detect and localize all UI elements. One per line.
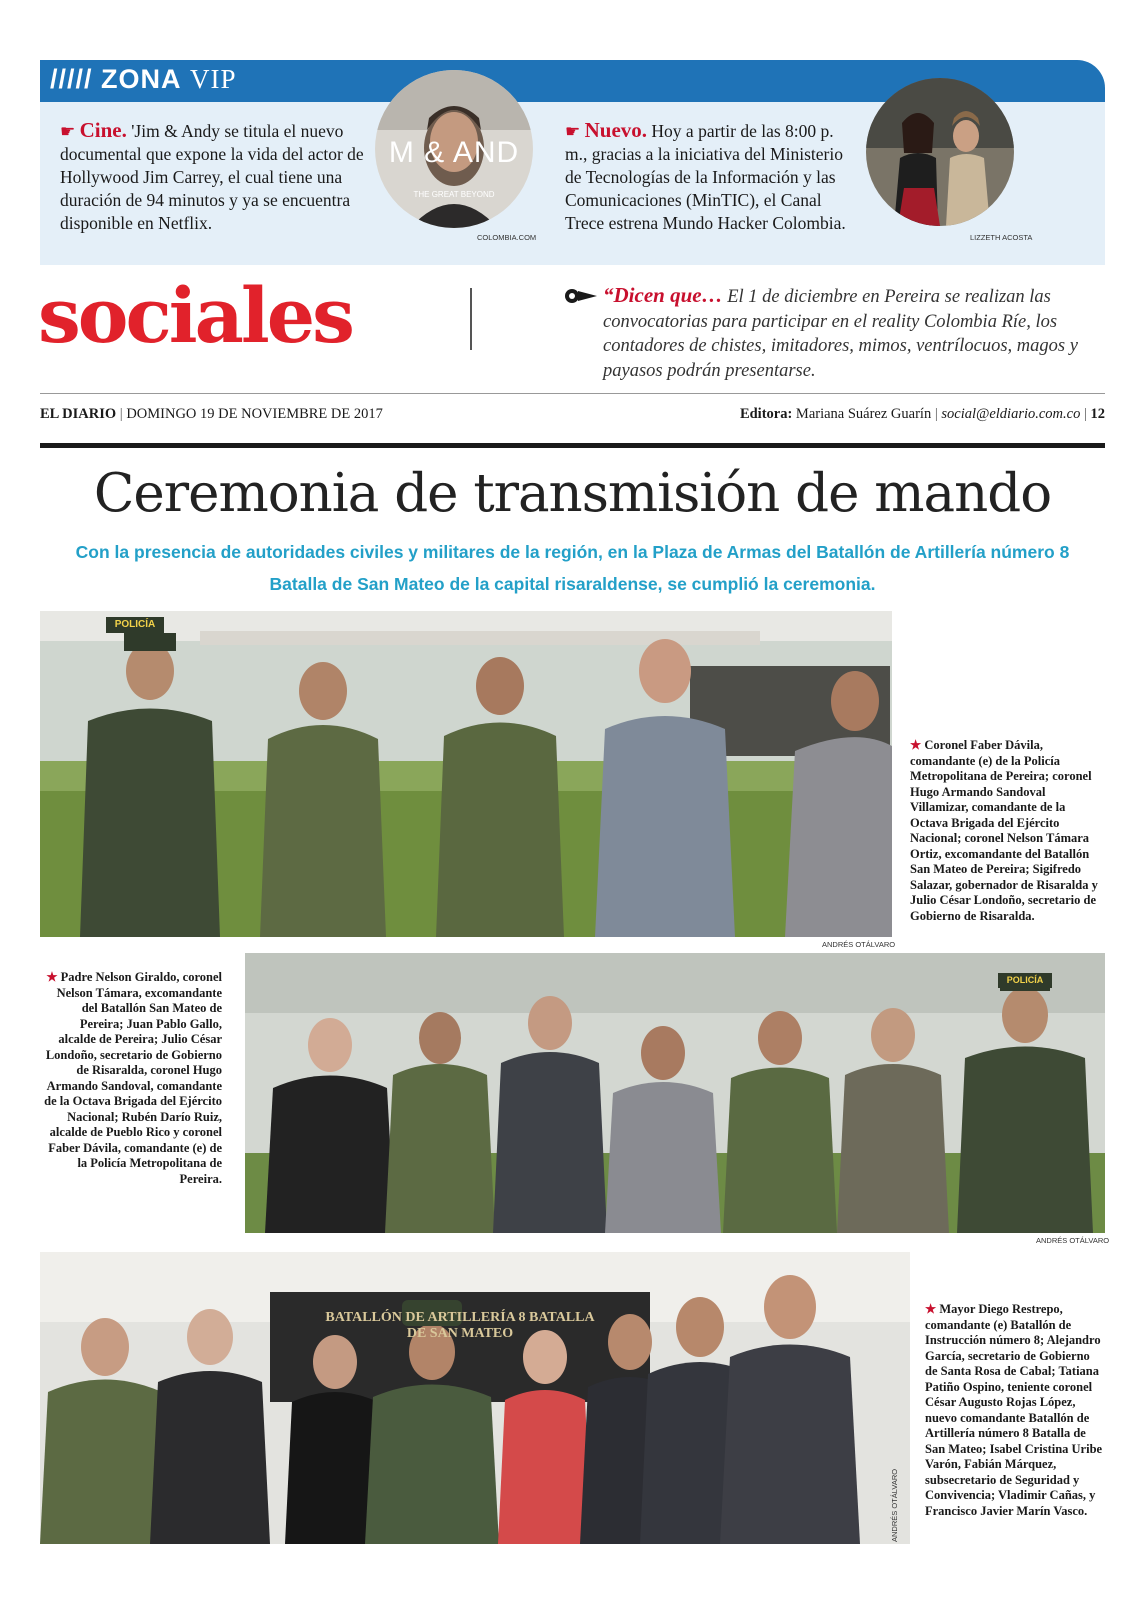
cine-photo-subtitle: THE GREAT BEYOND [413,190,495,199]
header-rule [40,393,1105,394]
article-headline: Ceremonia de transmisión de mando [93,463,1052,524]
photo-1-caption: ★ Coronel Faber Dávila, comandante (e) de la Policía Metropolitana de Pereira; coronel Hugo Armando Sandoval Villamizar, comandante de la Octava Brigada del Ejército Nacional; coronel Nelson Támara Ortiz, excomandante del Batallón San Mateo de Pereira; Sigifredo Salazar, gobernador de Risaralda y Julio César Londoño, secretario de Gobierno de Risaralda. [910,738,1098,923]
cine-photo [375,70,533,228]
cine-text: 'Jim & Andy se titula el nuevo documental que expone la vida del actor de Hollywood Jim Carrey, el cual tiene una duración de 94 minutos y ya se encuentra disponible en Netflix. [60,121,364,233]
header-divider [470,288,472,350]
email-link[interactable]: social@eldiario.com.co [941,406,1081,422]
zona-vip-title: ///// ZONA VIP [50,64,237,94]
photo-1-credit: ANDRÉS OTÁLVARO [822,940,896,949]
ceremony-photo-2 [245,953,1105,1233]
nuevo-text: Hoy a partir de las 8:00 p. m., gracias a la iniciativa del Ministerio de Tecnologías de la Información y las Comunicaciones (MinTIC), el Canal Trece estrena Mundo Hacker Colombia. [565,121,846,233]
folio-right: Editora: Mariana Suárez Guarín | social@eldiario.com.co | 12 [739,406,1105,422]
speech-icon [563,285,601,307]
zona-vip-banner [40,60,1105,265]
folio-left: EL DIARIO | DOMINGO 19 DE NOVIEMBRE DE 2017 [40,406,383,422]
photo-3-credit: ANDRÉS OTÁLVARO [890,1468,899,1542]
star-icon: ★ [46,970,58,984]
pointing-hand-icon: ☛ [565,122,581,141]
editor-name: Mariana Suárez Guarín [795,406,932,422]
section-rule [40,443,1105,448]
photo-2-credit: ANDRÉS OTÁLVARO [1036,1236,1110,1245]
newspaper-name: EL DIARIO [40,406,117,422]
article-subhead: Con la presencia de autoridades civiles y militares de la región, en la Plaza de Armas del Batallón de Artillería número 8 Batalla de San Mateo de la capital risaraldense, se cumplió la ceremonia. [75,542,1070,594]
cine-photo-credit: COLOMBIA.COM [477,233,537,242]
photo-2-caption: ★ Padre Nelson Giraldo, coronel Nelson Támara, excomandante del Batallón San Mateo de Pereira; Juan Pablo Gallo, alcalde de Pereira; Julio César Londoño, secretario de Gobierno de Risaralda, coronel Hugo Armando Sandoval, comandante de la Octava Brigada del Ejército Nacional; Rubén Darío Ruiz, alcalde de Pueblo Rico y coronel Faber Dávila, comandante (e) de la Policía Metropolitana de Pereira. [44,970,222,1186]
star-icon: ★ [925,1302,937,1316]
battalion-banner: BATALLÓN DE ARTILLERÍA 8 BATALLA DE SAN MATEO [325,1310,595,1341]
photo-3-caption: ★ Mayor Diego Restrepo, comandante (e) Batallón de Instrucción número 8; Alejandro García, secretario de Gobierno de Santa Rosa de Cabal; Tatiana Patiño Ospino, teniente coronel César Augusto Rojas López, nuevo comandante Batallón de Artillería número 8 Batalla de San Mateo; Isabel Cristina Uribe Varón, Fabián Márquez, subsecretario de Seguridad y Convivencia; Vladimir Cañas, y Francisco Javier Marín Vasco. [925,1302,1103,1518]
cine-brief: ☛ Cine. 'Jim & Andy se titula el nuevo documental que expone la vida del actor de Hollywood Jim Carrey, el cual tiene una duración de 94 minutos y ya se encuentra disponible en Netflix. [60,118,364,233]
police-cap-badge: POLICÍA [998,973,1052,988]
star-icon: ★ [910,738,922,752]
section-title: sociales [38,271,352,360]
nuevo-brief: ☛ Nuevo. Hoy a partir de las 8:00 p. m., gracias a la iniciativa del Ministerio de Tecnologías de la Información y las Comunicaciones (MinTIC), el Canal Trece estrena Mundo Hacker Colombia. [565,118,846,233]
issue-date: DOMINGO 19 DE NOVIEMBRE DE 2017 [126,406,383,422]
ceremony-photo-3 [40,1252,910,1544]
dicen-que-brief: “Dicen que… El 1 de diciembre en Pereira se realizan las convocatorias para participar en el reality Colombia Ríe, los contadores de chistes, imitadores, mimos, ventrílocuos, magos y payasos podrán presentarse. [603,283,1078,381]
nuevo-photo [866,78,1014,226]
police-cap-badge: POLICÍA [106,617,164,633]
ceremony-photo-1 [40,611,892,937]
cine-photo-title: M & AND [388,136,520,169]
pointing-hand-icon: ☛ [60,122,76,141]
page-number: 12 [1090,406,1105,422]
nuevo-photo-credit: LIZZETH ACOSTA [970,233,1033,242]
